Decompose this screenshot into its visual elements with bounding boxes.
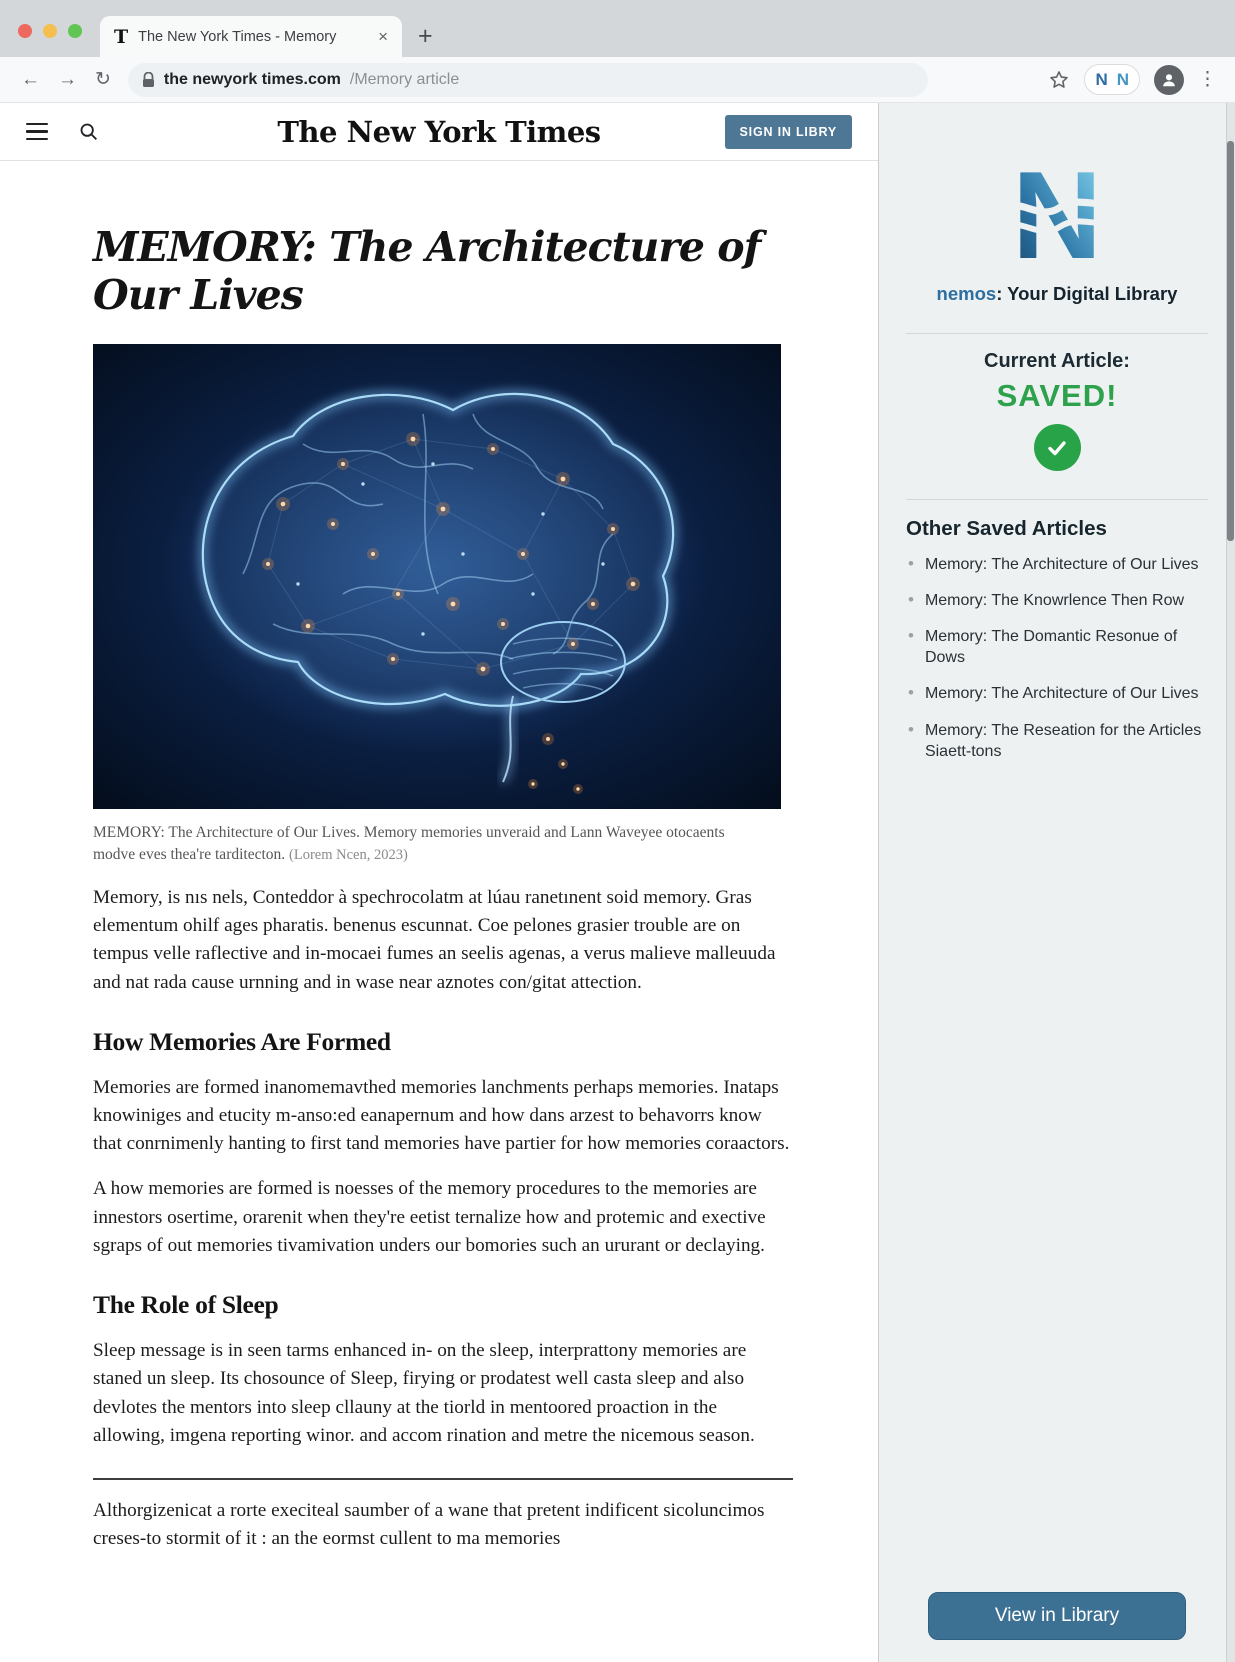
bullet-icon: • xyxy=(908,719,914,739)
bullet-icon: • xyxy=(908,554,914,573)
saved-article-item[interactable] xyxy=(908,590,1211,611)
saved-article-item[interactable] xyxy=(908,720,1211,762)
bookmark-star-icon[interactable] xyxy=(1048,69,1070,91)
article-paragraph: Memories are formed inanomemavthed memories lanchments perhaps memories. Inataps knowiniges and etucity m-anso:ed eanapernum and how dans arzest to behavorrs know that conrnimenly hanting to first tand memories have partier for how memories coraactors. xyxy=(93,1076,790,1155)
browser-tab[interactable] xyxy=(100,16,402,57)
saved-article-title: Memory: The Architecture of Our Lives xyxy=(924,685,1199,703)
content-split xyxy=(0,103,1235,1662)
nyt-header xyxy=(0,103,878,161)
nemos-panel xyxy=(878,103,1235,1662)
current-article-label: Current Article: xyxy=(984,350,1130,372)
panel-brand xyxy=(937,283,1178,305)
minimize-window-button[interactable] xyxy=(43,24,57,38)
lock-icon xyxy=(142,72,155,88)
brand-suffix: : Your Digital Library xyxy=(996,283,1178,304)
svg-text:N: N xyxy=(1011,146,1103,275)
caption-credit: (Lorem Ncen, 2023) xyxy=(289,847,408,864)
nemos-extension-icon[interactable]: N xyxy=(1095,69,1108,89)
saved-article-title: Memory: The Knowrlence Then Row xyxy=(924,592,1185,610)
window-controls xyxy=(18,24,82,38)
url-path: /Memory article xyxy=(349,70,460,88)
article-paragraph: Althorgizenicat a rorte execiteal saumber of a wane that pretent indificent sicoluncimos creses-to stormit of it : an the eormst cullent to ma memories xyxy=(93,1500,765,1550)
nyt-favicon-icon: T xyxy=(114,25,129,48)
saved-article-title: Memory: The Architecture of Our Lives xyxy=(924,556,1199,573)
article-title: MEMORY: The Architecture of Our Lives xyxy=(93,223,761,319)
article-paragraph: Memory, is nıs nels, Conteddor à spechrocolatm at lúau ranetınent soid memory. Gras elementum ohilf ages pharatis. benenus escunnat. Coe pelones grasier trouble are on tempus velle raflective and in-mocaei fumes an seelis agenas, a verus malieve malleuuda and nat rada cause urnning and in wase near aznotes con/gitat attection. xyxy=(93,886,776,993)
scrollbar-thumb[interactable] xyxy=(1227,141,1234,541)
tab-title: The New York Times - Memory xyxy=(138,28,337,45)
brand-name: nemos xyxy=(936,283,997,304)
saved-check-icon xyxy=(1034,424,1081,471)
zoom-window-button[interactable] xyxy=(68,24,82,38)
extensions-pill xyxy=(1084,64,1140,95)
url-domain: the newyork times.com xyxy=(163,70,341,88)
other-saved-title: Other Saved Articles xyxy=(906,517,1107,540)
tab-close-icon[interactable]: × xyxy=(378,26,388,46)
forward-icon[interactable]: → xyxy=(58,68,77,90)
new-tab-button[interactable]: + xyxy=(418,22,433,50)
panel-divider xyxy=(906,499,1208,500)
saved-articles-list xyxy=(879,554,1235,777)
article xyxy=(0,223,878,1553)
bullet-icon: • xyxy=(908,683,914,703)
sign-in-library-button[interactable]: SIGN IN LIBRY xyxy=(725,115,852,149)
profile-avatar[interactable] xyxy=(1154,65,1184,95)
webpage xyxy=(0,103,878,1662)
address-bar[interactable] xyxy=(128,63,928,97)
section-heading-memories-formed: How Memories Are Formed xyxy=(93,1026,391,1056)
article-paragraph: A how memories are formed is noesses of the memory procedures to the memories are innestors osertime, orarenit when they're eetist ternalize how and protemic and exective sgraps of out memories tivamivation unders our bomories such an ururant or declaying. xyxy=(93,1178,766,1256)
bullet-icon: • xyxy=(908,590,914,610)
nyt-masthead-logo: The New York Times xyxy=(277,114,601,149)
browser-toolbar xyxy=(0,57,1235,103)
reload-icon[interactable]: ↻ xyxy=(95,69,111,90)
view-in-library-button[interactable]: View in Library xyxy=(928,1592,1186,1640)
toolbar-right-cluster xyxy=(1048,64,1223,95)
saved-article-title: Memory: The Domantic Resonue of Dows xyxy=(924,628,1178,667)
article-paragraph: Sleep message is in seen tarms enhanced in- on the sleep, interprattony memories are staned un sleep. Its chosounce of Sleep, firying or prodatest well casta sleep and also devlotes the mentors into sleep cllauny at the tiorld in mentoored proaction in the allowing, imgena reporting winor. and accom rination and metre the nicemous season. xyxy=(93,1340,755,1446)
caption-text: MEMORY: The Architecture of Our Lives. Memory memories unveraid and Lann Waveyee otocaents modve eves thea're tarditecton. xyxy=(93,824,725,864)
window-scrollbar[interactable] xyxy=(1226,103,1235,1662)
panel-divider xyxy=(906,333,1208,334)
nemos-extension-icon-active[interactable]: N xyxy=(1116,69,1129,89)
tab-strip xyxy=(0,0,1235,57)
search-icon[interactable] xyxy=(78,121,100,143)
close-window-button[interactable] xyxy=(18,24,32,38)
brain-hero-image xyxy=(93,344,781,809)
hamburger-menu-icon[interactable] xyxy=(26,123,48,141)
nemos-logo-icon xyxy=(979,143,1135,275)
image-caption xyxy=(93,822,753,867)
person-icon xyxy=(1160,71,1178,89)
section-heading-role-of-sleep: The Role of Sleep xyxy=(93,1290,279,1320)
saved-status-badge: SAVED! xyxy=(996,378,1118,413)
bullet-icon: • xyxy=(908,626,914,646)
saved-article-item[interactable] xyxy=(908,626,1211,668)
saved-article-title: Memory: The Reseation for the Articles Siaett-tons xyxy=(924,721,1202,760)
browser-menu-icon[interactable]: ⋮ xyxy=(1198,69,1217,90)
back-icon[interactable]: ← xyxy=(21,68,40,90)
saved-article-item[interactable] xyxy=(908,683,1211,704)
section-divider xyxy=(93,1478,793,1480)
saved-article-item[interactable] xyxy=(908,554,1211,575)
